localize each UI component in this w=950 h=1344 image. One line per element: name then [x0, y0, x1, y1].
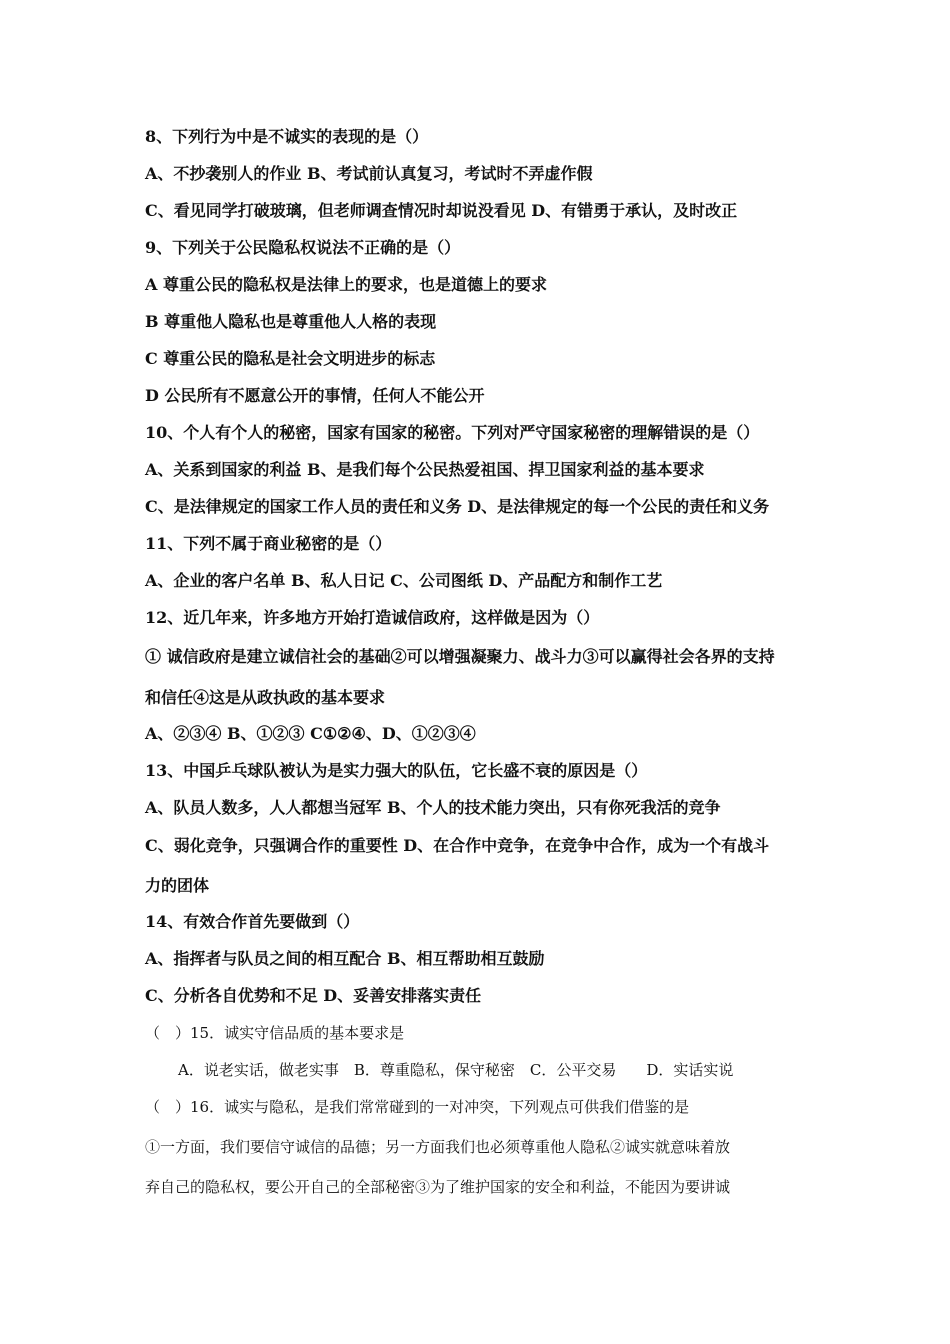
question-11-options: A、企业的客户名单 B、私人日记 C、公司图纸 D、产品配方和制作工艺 — [145, 571, 663, 590]
question-8-options-ab: A、不抄袭别人的作业 B、考试前认真复习，考试时不弄虚作假 — [145, 164, 593, 183]
question-15-options: A．说老实话，做老实事 B．尊重隐私，保守秘密 C．公平交易 D．实话实说 — [178, 1061, 734, 1079]
question-13-options-ab: A、队员人数多，人人都想当冠军 B、个人的技术能力突出，只有你死我活的竞争 — [145, 798, 721, 817]
question-16-statements-1: ①一方面，我们要信守诚信的品德；另一方面我们也必须尊重他人隐私②诚实就意味着放 — [145, 1138, 731, 1156]
question-9-option-a: A 尊重公民的隐私权是法律上的要求，也是道德上的要求 — [145, 275, 547, 294]
question-9-option-c: C 尊重公民的隐私是社会文明进步的标志 — [145, 349, 436, 368]
question-10-options-ab: A、关系到国家的利益 B、是我们每个公民热爱祖国、捍卫国家利益的基本要求 — [145, 460, 705, 479]
question-9-option-d: D 公民所有不愿意公开的事情，任何人不能公开 — [145, 386, 485, 405]
question-9-option-b: B 尊重他人隐私也是尊重他人人格的表现 — [145, 312, 437, 331]
question-9-stem: 9、下列关于公民隐私权说法不正确的是（） — [145, 238, 461, 257]
question-14-options-cd: C、分析各自优势和不足 D、妥善安排落实责任 — [145, 986, 482, 1005]
question-16-statements-2: 弃自己的隐私权，要公开自己的全部秘密③为了维护国家的安全和利益，不能因为要讲诚 — [145, 1178, 731, 1196]
question-12-statements-2: 和信任④这是从政执政的基本要求 — [145, 688, 386, 707]
question-12-options: A、②③④ B、①②③ C①②④、D、①②③④ — [145, 724, 476, 743]
question-12-stem: 12、近几年来，许多地方开始打造诚信政府，这样做是因为（） — [145, 608, 600, 627]
question-11-stem: 11、下列不属于商业秘密的是（） — [145, 534, 392, 553]
question-13-options-cd: C、弱化竞争，只强调合作的重要性 D、在合作中竞争，在竞争中合作，成为一个有战斗 — [145, 836, 770, 855]
question-10-stem: 10、个人有个人的秘密，国家有国家的秘密。下列对严守国家秘密的理解错误的是（） — [145, 423, 760, 442]
question-10-options-cd: C、是法律规定的国家工作人员的责任和义务 D、是法律规定的每一个公民的责任和义务 — [145, 497, 770, 516]
question-16-stem: （ ）16．诚实与隐私，是我们常常碰到的一对冲突，下列观点可供我们借鉴的是 — [145, 1098, 690, 1116]
question-13-stem: 13、中国乒乓球队被认为是实力强大的队伍，它长盛不衰的原因是（） — [145, 761, 648, 780]
question-14-stem: 14、有效合作首先要做到（） — [145, 912, 360, 931]
question-14-options-ab: A、指挥者与队员之间的相互配合 B、相互帮助相互鼓励 — [145, 949, 545, 968]
question-15-stem: （ ）15．诚实守信品质的基本要求是 — [145, 1024, 405, 1042]
question-8-stem: 8、下列行为中是不诚实的表现的是（） — [145, 127, 429, 146]
question-12-statements-1: ① 诚信政府是建立诚信社会的基础②可以增强凝聚力、战斗力③可以赢得社会各界的支持 — [145, 647, 775, 666]
question-13-options-cd-continued: 力的团体 — [145, 876, 210, 895]
question-8-options-cd: C、看见同学打破玻璃，但老师调查情况时却说没看见 D、有错勇于承认，及时改正 — [145, 201, 738, 220]
